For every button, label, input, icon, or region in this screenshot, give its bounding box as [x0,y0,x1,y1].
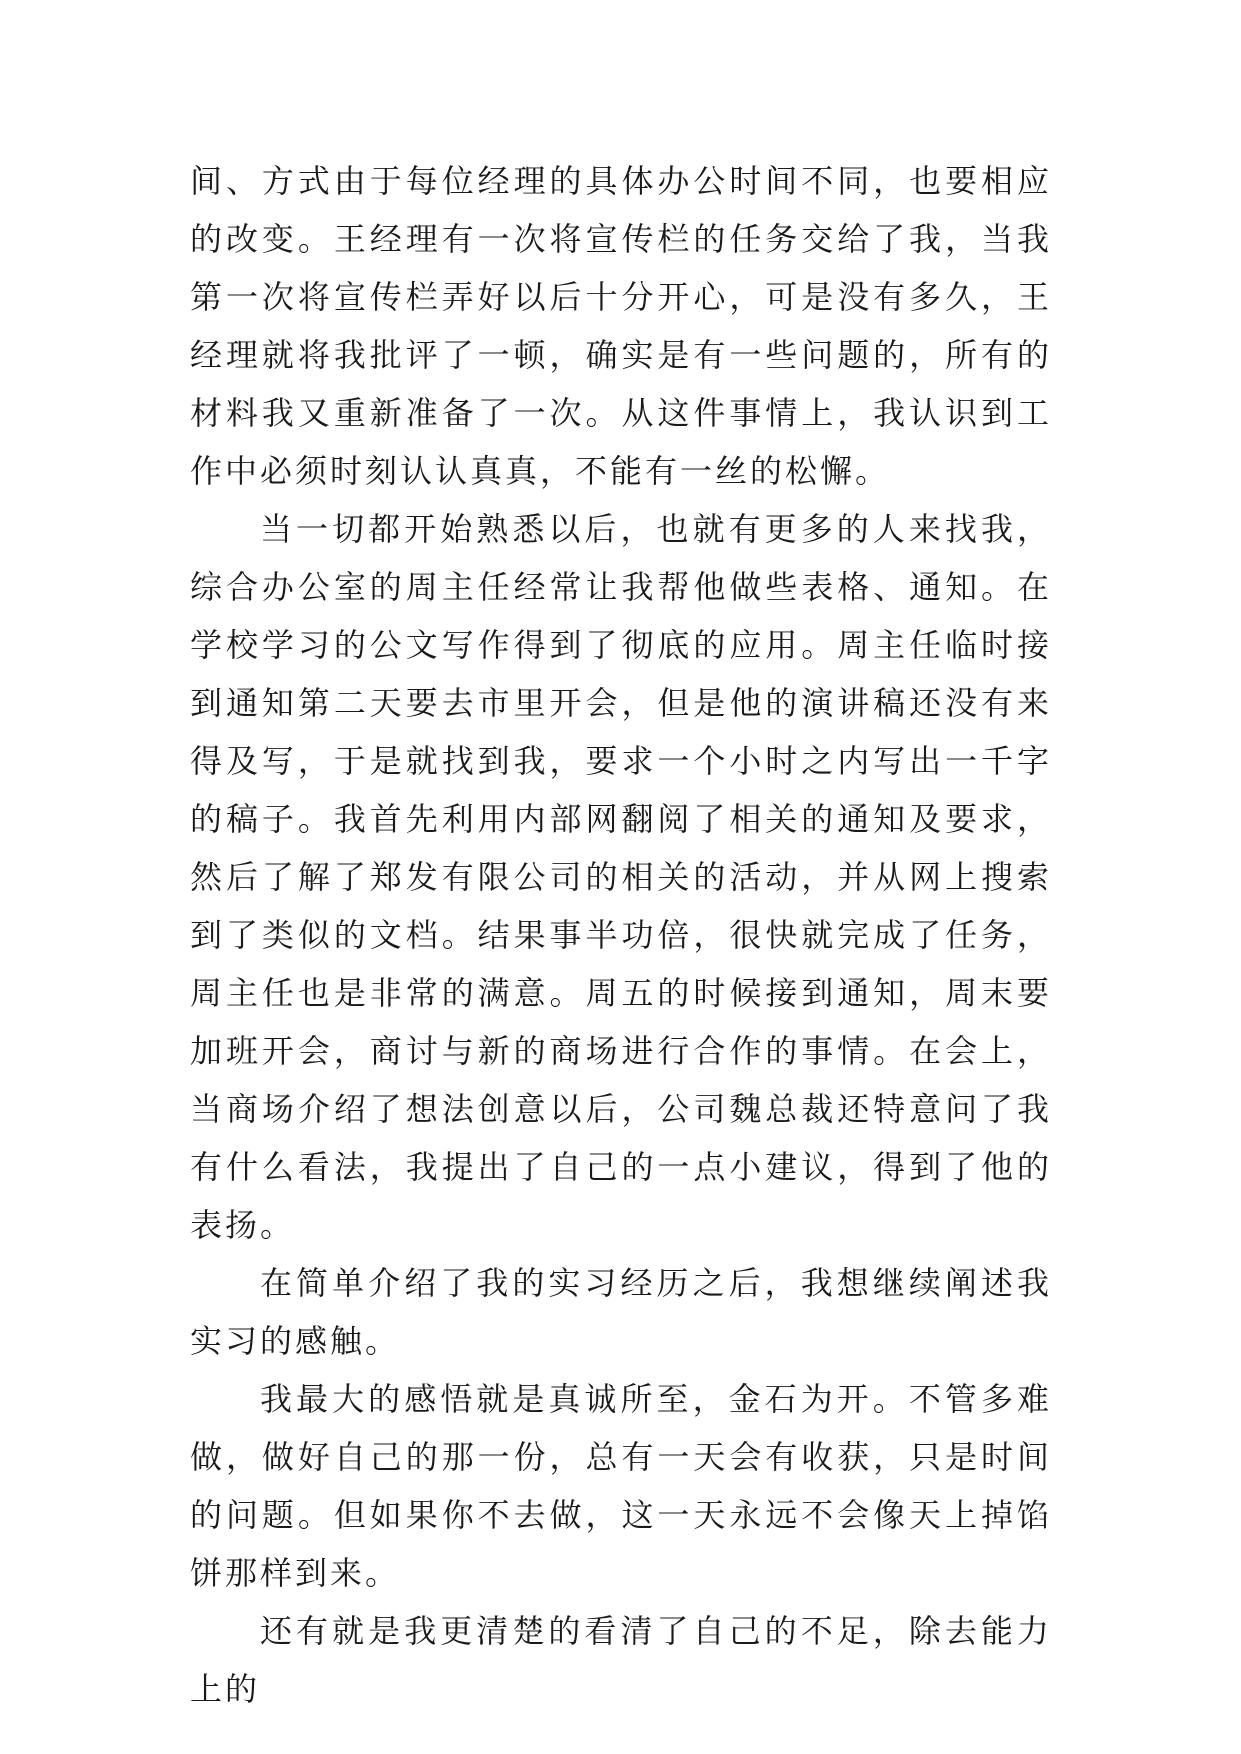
document-body [190,152,1052,1718]
paragraph-2: 当一切都开始熟悉以后，也就有更多的人来找我，综合办公室的周主任经常让我帮他做些表格、通知。在学校学习的公文写作得到了彻底的应用。周主任临时接到通知第二天要去市里开会，但是他的演讲稿还没有来得及写，于是就找到我，要求一个小时之内写出一千字的稿子。我首先利用内部网翻阅了相关的通知及要求，然后了解了郑发有限公司的相关的活动，并从网上搜索到了类似的文档。结果事半功倍，很快就完成了任务，周主任也是非常的满意。周五的时候接到通知，周末要加班开会，商讨与新的商场进行合作的事情。在会上，当商场介绍了想法创意以后，公司魏总裁还特意问了我有什么看法，我提出了自己的一点小建议，得到了他的表扬。 [190,510,1052,1244]
paragraph-5: 还有就是我更清楚的看清了自己的不足，除去能力上的 [190,1612,1052,1708]
paragraph-3: 在简单介绍了我的实习经历之后，我想继续阐述我实习的感触。 [190,1264,1052,1360]
paragraph-4: 我最大的感悟就是真诚所至，金石为开。不管多难做，做好自己的那一份，总有一天会有收获，只是时间的问题。但如果你不去做，这一天永远不会像天上掉馅饼那样到来。 [190,1380,1052,1592]
paragraph-1: 间、方式由于每位经理的具体办公时间不同，也要相应的改变。王经理有一次将宣传栏的任务交给了我，当我第一次将宣传栏弄好以后十分开心，可是没有多久，王经理就将我批评了一顿，确实是有一些问题的，所有的材料我又重新准备了一次。从这件事情上，我认识到工作中必须时刻认认真真，不能有一丝的松懈。 [190,162,1052,490]
